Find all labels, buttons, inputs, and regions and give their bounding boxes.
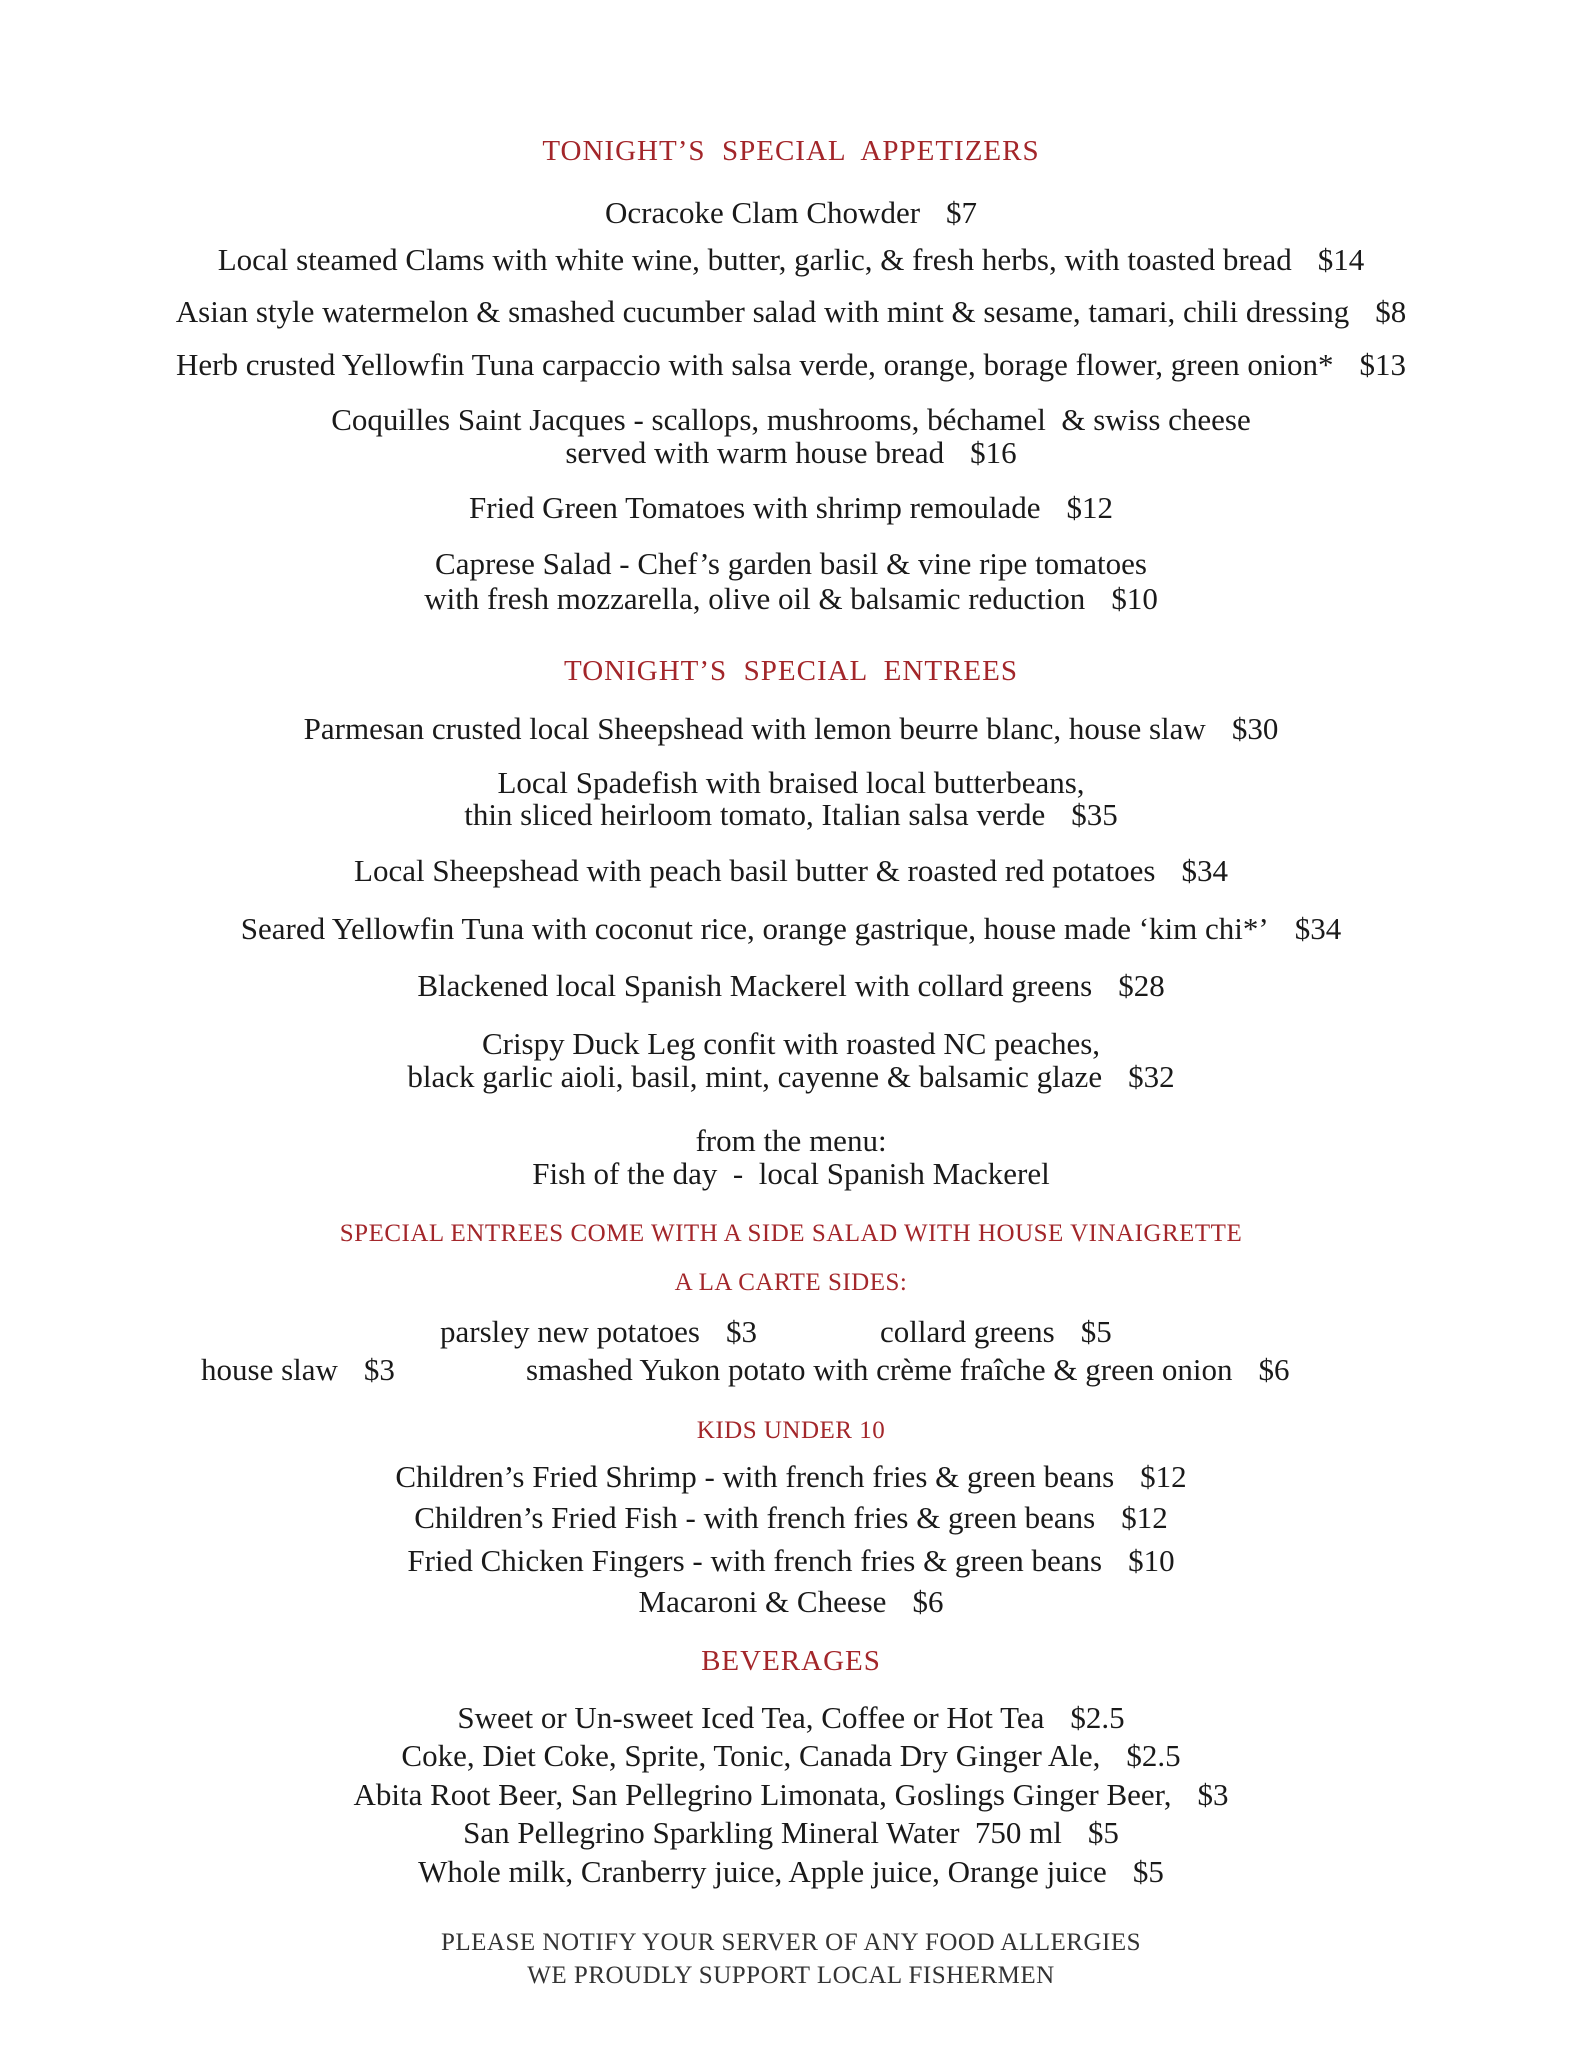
item-text: house slaw xyxy=(201,1352,338,1387)
menu-item-line1: Local Spadefish with braised local butterbeans, xyxy=(497,765,1085,800)
allergy-notice: PLEASE NOTIFY YOUR SERVER OF ANY FOOD ALLERGIES xyxy=(440,1929,1141,1956)
item-price: $34 xyxy=(1181,853,1228,888)
item-price: $12 xyxy=(1066,490,1113,525)
item-price: $3 xyxy=(363,1352,395,1387)
item-price: $8 xyxy=(1375,294,1407,329)
item-text: collard greens xyxy=(880,1314,1055,1349)
kids-heading: KIDS UNDER 10 xyxy=(696,1417,886,1444)
item-text: Sweet or Un-sweet Iced Tea, Coffee or Hot Tea xyxy=(457,1700,1045,1735)
menu-item xyxy=(0,294,1582,330)
support-notice: WE PROUDLY SUPPORT LOCAL FISHERMEN xyxy=(527,1962,1055,1989)
menu-item xyxy=(0,1815,1582,1851)
menu-item xyxy=(0,1459,1582,1495)
menu-item xyxy=(0,968,1582,1004)
item-text: Asian style watermelon & smashed cucumber salad with mint & sesame, tamari, chili dressing xyxy=(175,294,1350,329)
item-text: Herb crusted Yellowfin Tuna carpaccio with salsa verde, orange, borage flower, green onion* xyxy=(176,347,1334,382)
item-price: $12 xyxy=(1121,1500,1168,1535)
side-item xyxy=(440,1314,757,1350)
item-price: $13 xyxy=(1359,347,1406,382)
from-menu-label: from the menu: xyxy=(695,1123,887,1158)
menu-item-line2 xyxy=(0,581,1582,617)
menu-item xyxy=(0,347,1582,383)
item-price: $10 xyxy=(1111,581,1158,616)
menu-item xyxy=(0,1738,1582,1774)
item-text: Children’s Fried Shrimp - with french fries & green beans xyxy=(395,1459,1115,1494)
item-price: $2.5 xyxy=(1126,1738,1181,1773)
menu-item xyxy=(0,911,1582,947)
menu-item xyxy=(0,1700,1582,1736)
menu-item xyxy=(0,711,1582,747)
side-item xyxy=(201,1352,395,1388)
item-text: Blackened local Spanish Mackerel with collard greens xyxy=(417,968,1093,1003)
menu-item xyxy=(0,195,1582,231)
menu-item-line1: Crispy Duck Leg confit with roasted NC peaches, xyxy=(481,1026,1101,1061)
item-text: Coke, Diet Coke, Sprite, Tonic, Canada Dry Ginger Ale, xyxy=(401,1738,1101,1773)
item-text: Parmesan crusted local Sheepshead with lemon beurre blanc, house slaw xyxy=(303,711,1206,746)
item-text: Seared Yellowfin Tuna with coconut rice, orange gastrique, house made ‘kim chi*’ xyxy=(240,911,1269,946)
menu-item xyxy=(0,490,1582,526)
item-price: $34 xyxy=(1294,911,1342,946)
item-text: Fried Chicken Fingers - with french fries & green beans xyxy=(407,1543,1103,1578)
item-text: Fried Green Tomatoes with shrimp remoulade xyxy=(469,490,1041,525)
side-item xyxy=(526,1352,1289,1388)
item-text: Macaroni & Cheese xyxy=(638,1584,887,1619)
menu-item xyxy=(0,853,1582,889)
beverages-heading: BEVERAGES xyxy=(701,1645,881,1677)
menu-item xyxy=(0,1777,1582,1813)
item-text: black garlic aioli, basil, mint, cayenne & balsamic glaze xyxy=(407,1059,1103,1094)
item-text: Ocracoke Clam Chowder xyxy=(604,195,921,230)
item-text: Children’s Fried Fish - with french fries & green beans xyxy=(414,1500,1096,1535)
fish-of-the-day: Fish of the day - local Spanish Mackerel xyxy=(532,1156,1050,1191)
menu-item xyxy=(0,242,1582,278)
menu-item-line2 xyxy=(0,797,1582,833)
item-price: $5 xyxy=(1080,1314,1112,1349)
item-price: $3 xyxy=(725,1314,757,1349)
item-text: smashed Yukon potato with crème fraîche & green onion xyxy=(526,1352,1233,1387)
item-price: $10 xyxy=(1128,1543,1175,1578)
menu-item xyxy=(0,1584,1582,1620)
side-item xyxy=(880,1314,1112,1350)
appetizers-heading: TONIGHT’S SPECIAL APPETIZERS xyxy=(542,135,1040,167)
menu-item-line1: Caprese Salad - Chef’s garden basil & vine ripe tomatoes xyxy=(435,546,1147,581)
item-text: San Pellegrino Sparkling Mineral Water 750 ml xyxy=(463,1815,1062,1850)
menu-item xyxy=(0,1543,1582,1579)
item-price: $32 xyxy=(1128,1059,1175,1094)
sides-heading: A LA CARTE SIDES: xyxy=(674,1269,908,1296)
entrees-heading: TONIGHT’S SPECIAL ENTREES xyxy=(564,655,1018,687)
item-price: $5 xyxy=(1087,1815,1119,1850)
item-price: $35 xyxy=(1071,797,1118,832)
item-price: $30 xyxy=(1231,711,1279,746)
item-text: parsley new potatoes xyxy=(440,1314,700,1349)
item-price: $16 xyxy=(970,435,1017,470)
item-text: Abita Root Beer, San Pellegrino Limonata, Goslings Ginger Beer, xyxy=(353,1777,1172,1812)
item-text: served with warm house bread xyxy=(565,435,945,470)
item-price: $6 xyxy=(1258,1352,1290,1387)
item-text: thin sliced heirloom tomato, Italian salsa verde xyxy=(464,797,1046,832)
item-price: $14 xyxy=(1317,242,1365,277)
menu-item xyxy=(0,1500,1582,1536)
menu-item-line1: Coquilles Saint Jacques - scallops, mushrooms, béchamel & swiss cheese xyxy=(331,402,1251,437)
entrees-note: SPECIAL ENTREES COME WITH A SIDE SALAD WITH HOUSE VINAIGRETTE xyxy=(339,1220,1243,1247)
item-text: Local steamed Clams with white wine, butter, garlic, & fresh herbs, with toasted bread xyxy=(217,242,1292,277)
item-text: with fresh mozzarella, olive oil & balsamic reduction xyxy=(424,581,1086,616)
menu-item-line2 xyxy=(0,435,1582,471)
item-price: $2.5 xyxy=(1070,1700,1125,1735)
item-text: Local Sheepshead with peach basil butter & roasted red potatoes xyxy=(354,853,1156,888)
item-price: $12 xyxy=(1140,1459,1187,1494)
item-price: $3 xyxy=(1197,1777,1229,1812)
item-text: Whole milk, Cranberry juice, Apple juice, Orange juice xyxy=(418,1854,1107,1889)
item-price: $28 xyxy=(1118,968,1165,1003)
menu-item-line2 xyxy=(0,1059,1582,1095)
item-price: $7 xyxy=(946,195,978,230)
menu-item xyxy=(0,1854,1582,1890)
item-price: $5 xyxy=(1132,1854,1164,1889)
item-price: $6 xyxy=(912,1584,944,1619)
